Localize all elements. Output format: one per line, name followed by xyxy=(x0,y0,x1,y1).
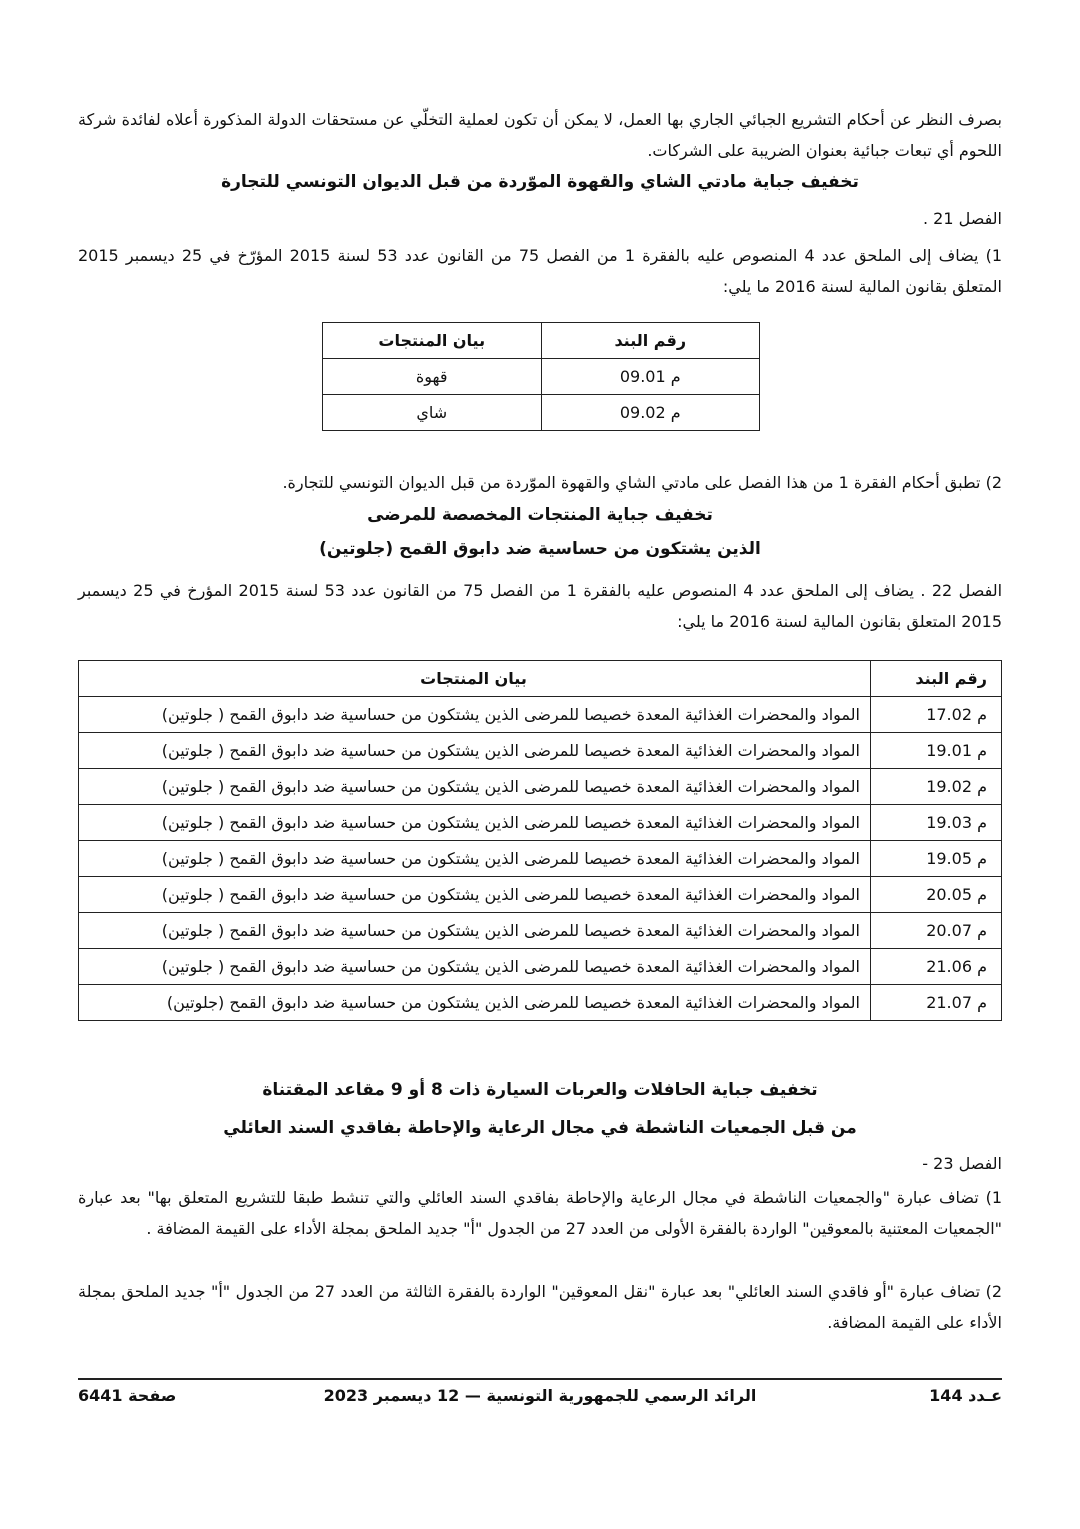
table-row xyxy=(79,913,1002,949)
table-cell-desc: المواد والمحضرات الغذائية المعدة خصيصا للمرضى الذين يشتكون من حساسية ضد دابوق القمح ( جلوتين) xyxy=(79,949,871,985)
section3-heading2: من قبل الجمعيات الناشطة في مجال الرعاية والإحاطة بفاقدي السند العائلي xyxy=(223,1118,857,1138)
col-desc-header: بيان المنتجات xyxy=(79,661,871,697)
table-row xyxy=(323,395,760,431)
section3-para1: 1) تضاف عبارة "والجمعيات الناشطة في مجال الرعاية والإحاطة بفاقدي السند العائلي والتي تنشط طبقا للتشريع المتعلق بها" بعد عبارة "الجمعيات المعتنية بالمعوقين" الواردة بالفقرة الأولى من العدد 27 من الجدول "أ" جديد الملحق بمجلة الأداء على القيمة المضافة . xyxy=(78,1188,1002,1238)
section3-chapter: الفصل 23 - xyxy=(922,1154,1002,1173)
table-row xyxy=(79,733,1002,769)
table-row xyxy=(79,805,1002,841)
table-cell-code: م 20.05 xyxy=(871,877,1002,913)
col-code-header: رقم البند xyxy=(541,323,760,359)
table-cell-desc: المواد والمحضرات الغذائية المعدة خصيصا للمرضى الذين يشتكون من حساسية ضد دابوق القمح ( جلوتين) xyxy=(79,769,871,805)
table-cell-code: م 19.01 xyxy=(871,733,1002,769)
table-cell-desc: المواد والمحضرات الغذائية المعدة خصيصا للمرضى الذين يشتكون من حساسية ضد دابوق القمح (جلوتين) xyxy=(79,985,871,1021)
col-desc-header: بيان المنتجات xyxy=(323,323,542,359)
section3-heading1: تخفيف جباية الحافلات والعربات السيارة ذات 8 أو 9 مقاعد المقتناة xyxy=(262,1080,818,1100)
section1-chapter: الفصل 21 . xyxy=(922,209,1002,228)
footer-divider xyxy=(78,1378,1002,1380)
table-cell-code: م 21.07 xyxy=(871,985,1002,1021)
table-row xyxy=(79,949,1002,985)
section1-para2: 2) تطبق أحكام الفقرة 1 من هذا الفصل على مادتي الشاي والقهوة الموّردة من قبل الديوان التونسي للتجارة. xyxy=(282,473,1002,492)
table-row xyxy=(79,985,1002,1021)
table-cell-desc: المواد والمحضرات الغذائية المعدة خصيصا للمرضى الذين يشتكون من حساسية ضد دابوق القمح ( جلوتين) xyxy=(79,805,871,841)
table-header-row xyxy=(323,323,760,359)
footer-page-number: صفحة 6441 xyxy=(78,1386,177,1405)
table-row xyxy=(79,769,1002,805)
table-cell-desc: قهوة xyxy=(323,359,542,395)
table-header-row xyxy=(79,661,1002,697)
section2-heading1: تخفيف جباية المنتجات المخصصة للمرضى xyxy=(367,505,713,525)
table-cell-code: م 09.02 xyxy=(541,395,760,431)
intro-paragraph: بصرف النظر عن أحكام التشريع الجبائي الجاري بها العمل، لا يمكن أن تكون لعملية التخلّي عن مستحقات الدولة المذكورة أعلاه لفائدة شركة اللحوم أي تبعات جبائية بعنوان الضريبة على الشركات. xyxy=(78,110,1002,160)
table-cell-desc: شاي xyxy=(323,395,542,431)
table-cell-code: م 19.02 xyxy=(871,769,1002,805)
table-cell-code: م 19.05 xyxy=(871,841,1002,877)
footer-gazette-title: الرائد الرسمي للجمهورية التونسية — 12 ديسمبر 2023 xyxy=(323,1386,757,1405)
col-code-header: رقم البند xyxy=(871,661,1002,697)
table-cell-code: م 09.01 xyxy=(541,359,760,395)
table-row xyxy=(79,877,1002,913)
section1-table xyxy=(322,322,760,431)
table-cell-code: م 20.07 xyxy=(871,913,1002,949)
section2-paragraph: الفصل 22 . يضاف إلى الملحق عدد 4 المنصوص عليه بالفقرة 1 من الفصل 75 من القانون عدد 53 لسنة 2015 المؤرخ في 25 ديسمبر 2015 المتعلق بقانون المالية لسنة 2016 ما يلي: xyxy=(78,581,1003,631)
section1-para1: 1) يضاف إلى الملحق عدد 4 المنصوص عليه بالفقرة 1 من الفصل 75 من القانون عدد 53 لسنة 2015 المؤرّخ في 25 ديسمبر 2015 المتعلق بقانون المالية لسنة 2016 ما يلي: xyxy=(78,246,1002,296)
table-cell-desc: المواد والمحضرات الغذائية المعدة خصيصا للمرضى الذين يشتكون من حساسية ضد دابوق القمح ( جلوتين) xyxy=(79,913,871,949)
table-cell-desc: المواد والمحضرات الغذائية المعدة خصيصا للمرضى الذين يشتكون من حساسية ضد دابوق القمح ( جلوتين) xyxy=(79,733,871,769)
table-cell-code: م 19.03 xyxy=(871,805,1002,841)
table-row xyxy=(79,841,1002,877)
footer-issue: عـدد 144 xyxy=(929,1386,1002,1405)
table-cell-code: م 17.02 xyxy=(871,697,1002,733)
section2-heading2: الذين يشتكون من حساسية ضد دابوق القمح (جلوتين) xyxy=(319,539,761,559)
table-row xyxy=(79,697,1002,733)
table-cell-desc: المواد والمحضرات الغذائية المعدة خصيصا للمرضى الذين يشتكون من حساسية ضد دابوق القمح ( جلوتين) xyxy=(79,877,871,913)
table-cell-desc: المواد والمحضرات الغذائية المعدة خصيصا للمرضى الذين يشتكون من حساسية ضد دابوق القمح ( جلوتين) xyxy=(79,841,871,877)
section3-para2: 2) تضاف عبارة "أو فاقدي السند العائلي" بعد عبارة "نقل المعوقين" الواردة بالفقرة الثالثة من العدد 27 من الجدول "أ" جديد الملحق بمجلة الأداء على القيمة المضافة. xyxy=(78,1282,1003,1332)
table-cell-desc: المواد والمحضرات الغذائية المعدة خصيصا للمرضى الذين يشتكون من حساسية ضد دابوق القمح ( جلوتين) xyxy=(79,697,871,733)
table-row xyxy=(323,359,760,395)
table-cell-code: م 21.06 xyxy=(871,949,1002,985)
document-page xyxy=(78,0,1002,1529)
section1-heading: تخفيف جباية مادتي الشاي والقهوة الموّردة من قبل الديوان التونسي للتجارة xyxy=(221,172,859,192)
section2-table xyxy=(78,660,1002,1021)
